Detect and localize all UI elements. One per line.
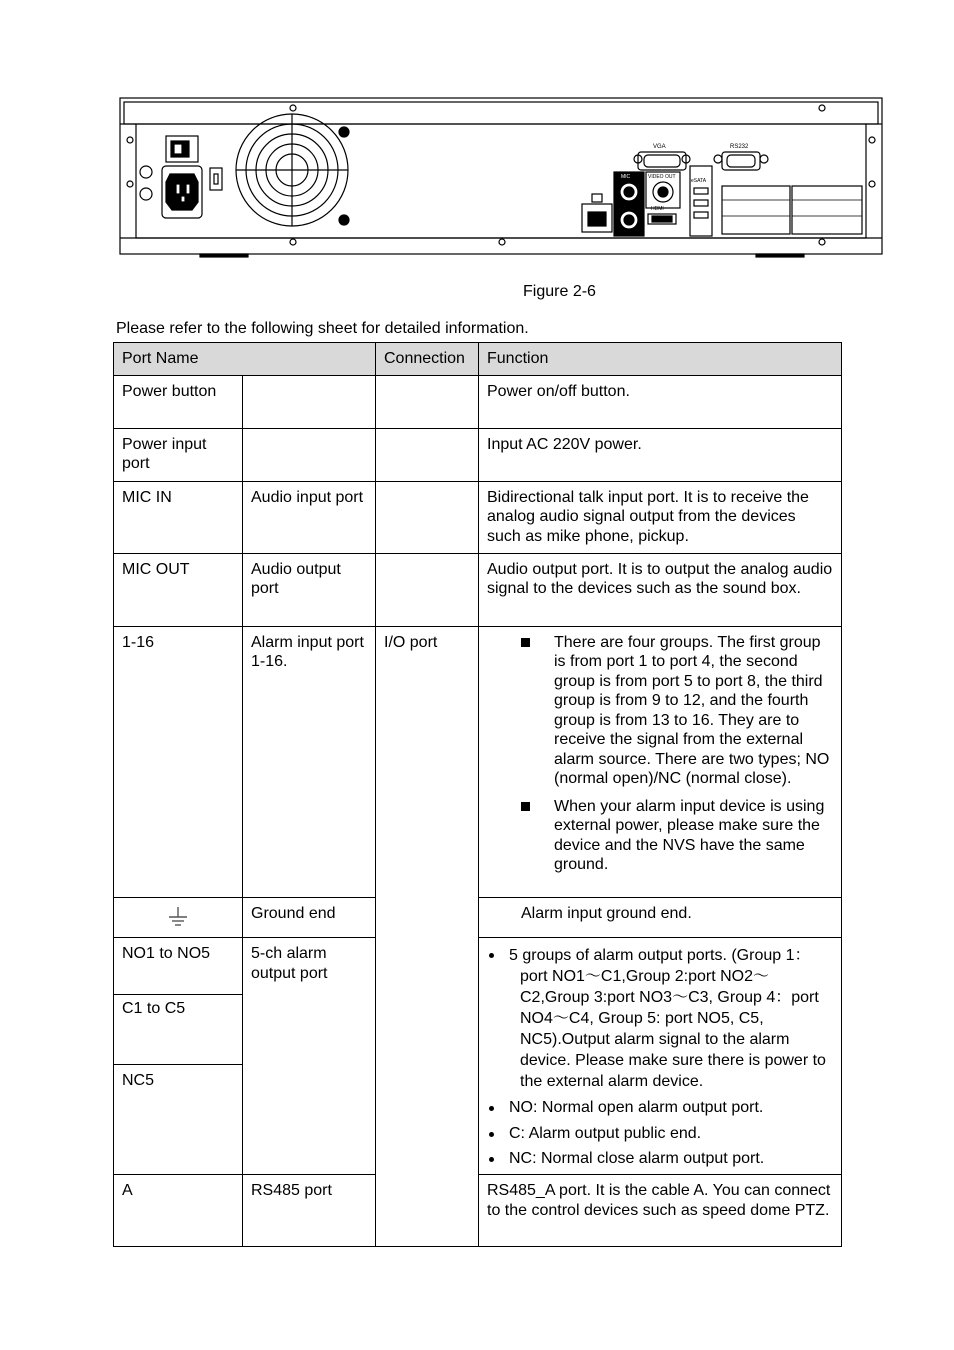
port-desc-cell: Ground end <box>243 897 376 938</box>
function-cell <box>479 938 842 1175</box>
connection-cell <box>376 553 479 626</box>
table-row <box>114 428 842 481</box>
port-name-cell <box>114 938 243 1175</box>
rear-panel-figure <box>116 96 886 258</box>
header-connection: Connection <box>376 343 479 376</box>
video-out-label: VIDEO OUT <box>648 174 676 180</box>
port-name-c: C1 to C5 <box>114 994 242 1064</box>
port-desc-cell: Audio output port <box>243 553 376 626</box>
rs232-label: RS232 <box>730 144 749 150</box>
vga-label: VGA <box>653 144 666 150</box>
ground-icon <box>167 906 189 928</box>
function-cell: Power on/off button. <box>479 375 842 428</box>
port-name-nc: NC5 <box>114 1064 242 1097</box>
connection-cell <box>376 428 479 481</box>
table-row <box>114 481 842 553</box>
port-desc-cell <box>243 428 376 481</box>
header-port-name: Port Name <box>114 343 376 376</box>
table-header-row <box>114 343 842 376</box>
function-cell: Bidirectional talk input port. It is to receive the analog audio signal output from the devices such as mike phone, pickup. <box>479 481 842 553</box>
connection-cell: I/O port <box>376 626 479 1247</box>
list-item: 5 groups of alarm output ports. (Group 1：port NO1～C1,Group 2:port NO2～C2,Group 3:port NO3～C3, Group 4：port NO4～C4, Group 5: port NO5, C5, NC5).Output alarm signal to the alarm device. Please make sure there is power to the external alarm device. <box>487 945 833 1092</box>
list-item: NO: Normal open alarm output port. <box>487 1098 833 1118</box>
table-row <box>114 626 842 897</box>
port-desc-cell: 5-ch alarm output port <box>243 938 376 1175</box>
esata-label: eSATA <box>691 178 707 184</box>
hdmi-label: HDMI <box>651 206 664 212</box>
port-name-cell: MIC OUT <box>114 553 243 626</box>
port-table <box>113 342 842 1247</box>
port-desc-cell: Alarm input port 1-16. <box>243 626 376 897</box>
table-row <box>114 553 842 626</box>
port-desc-cell: RS485 port <box>243 1175 376 1247</box>
port-name-cell: Power input port <box>114 428 243 481</box>
list-item: There are four groups. The first group is from port 1 to port 4, the second group is from port 5 to port 8, the third group is from 9 to 12, and the fourth group is from 13 to 16. They are to receive the signal from the external alarm source. There are two types; NO (normal open)/NC (normal close). <box>487 633 833 789</box>
header-function: Function <box>479 343 842 376</box>
function-cell: Alarm input ground end. <box>479 897 842 938</box>
mic-label: MIC <box>621 174 631 180</box>
function-cell: RS485_A port. It is the cable A. You can connect to the control devices such as speed dome PTZ. <box>479 1175 842 1247</box>
alarm-output-bullets <box>487 945 833 1169</box>
port-name-cell: 1-16 <box>114 626 243 897</box>
port-name-cell: A <box>114 1175 243 1247</box>
list-item: C: Alarm output public end. <box>487 1124 833 1144</box>
function-cell: Input AC 220V power. <box>479 428 842 481</box>
port-name-cell: Power button <box>114 375 243 428</box>
port-desc-cell: Audio input port <box>243 481 376 553</box>
port-desc-cell <box>243 375 376 428</box>
table-row <box>114 375 842 428</box>
connection-cell <box>376 481 479 553</box>
function-cell: Audio output port. It is to output the analog audio signal to the devices such as the sound box. <box>479 553 842 626</box>
intro-text: Please refer to the following sheet for detailed information. <box>116 320 529 337</box>
list-item: When your alarm input device is using external power, please make sure the device and the NVS have the same ground. <box>487 797 833 875</box>
port-name-cell: MIC IN <box>114 481 243 553</box>
alarm-input-bullets <box>487 633 833 875</box>
port-name-no: NO1 to NO5 <box>122 945 211 962</box>
figure-caption: Figure 2-6 <box>523 283 596 300</box>
ground-symbol-cell <box>114 897 243 938</box>
connection-cell <box>376 375 479 428</box>
function-cell <box>479 626 842 897</box>
list-item: NC: Normal close alarm output port. <box>487 1149 833 1169</box>
